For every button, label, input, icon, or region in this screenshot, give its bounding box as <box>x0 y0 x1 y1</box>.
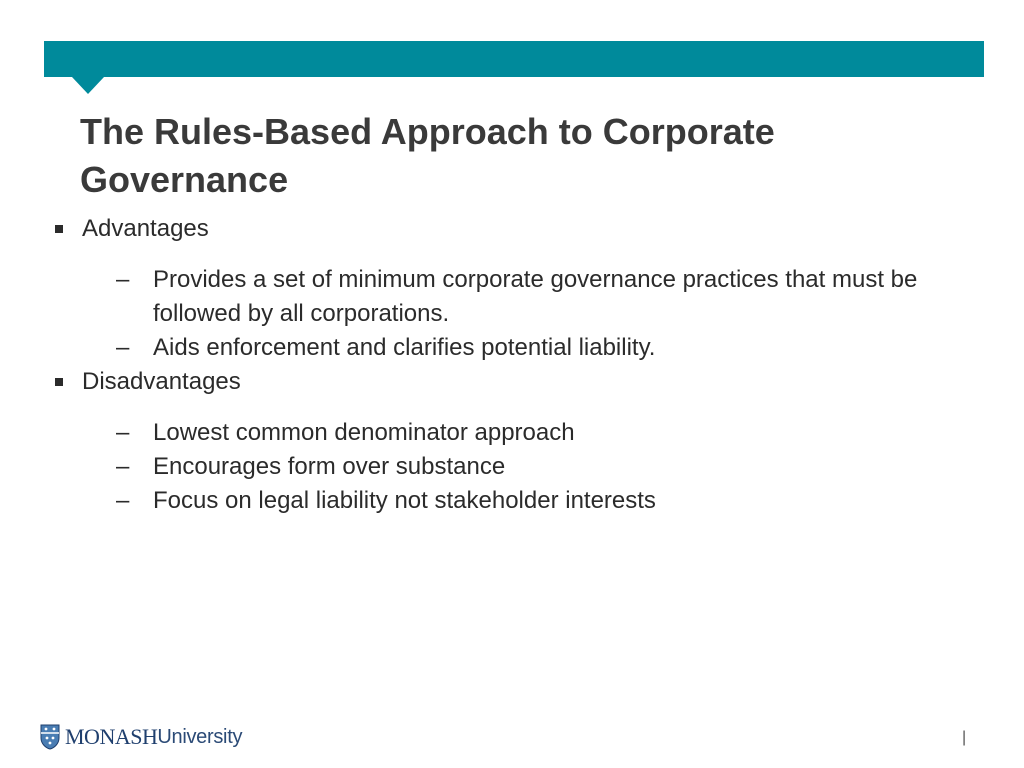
section-heading-advantages <box>50 212 970 246</box>
slide-body <box>50 212 970 518</box>
list-item-text: Aids enforcement and clarifies potential liability. <box>153 334 656 361</box>
section-heading-disadvantages <box>50 365 970 399</box>
list-item <box>50 484 970 518</box>
list-item-text: Focus on legal liability not stakeholder interests <box>153 487 656 514</box>
monash-crest-icon <box>40 724 60 750</box>
page-number: | <box>962 729 967 746</box>
slide-title: The Rules-Based Approach to Corporate Governance <box>80 111 775 200</box>
disadvantages-list <box>50 416 970 518</box>
section-heading-label: Disadvantages <box>82 368 241 395</box>
list-item <box>50 416 970 450</box>
list-item-text: Lowest common denominator approach <box>153 419 575 446</box>
dash-bullet: – <box>116 453 130 480</box>
dash-bullet: – <box>116 266 130 293</box>
advantages-list <box>50 263 970 365</box>
dash-bullet: – <box>116 334 130 361</box>
logo-text-monash: MONASH <box>65 724 158 749</box>
dash-bullet: – <box>116 419 130 446</box>
square-bullet-icon <box>55 225 63 233</box>
logo-text-university: University <box>157 725 243 748</box>
square-bullet-icon <box>55 378 63 386</box>
list-item-text: Provides a set of minimum corporate governance practices that must be followed by all corporations. <box>153 266 918 327</box>
monash-university-logo <box>40 722 242 752</box>
list-item <box>50 450 970 484</box>
header-bar <box>44 41 984 77</box>
header-notch <box>72 77 104 94</box>
list-item <box>50 263 970 331</box>
list-item-text: Encourages form over substance <box>153 453 506 480</box>
dash-bullet: – <box>116 487 130 514</box>
section-heading-label: Advantages <box>82 215 209 242</box>
list-item <box>50 331 970 365</box>
